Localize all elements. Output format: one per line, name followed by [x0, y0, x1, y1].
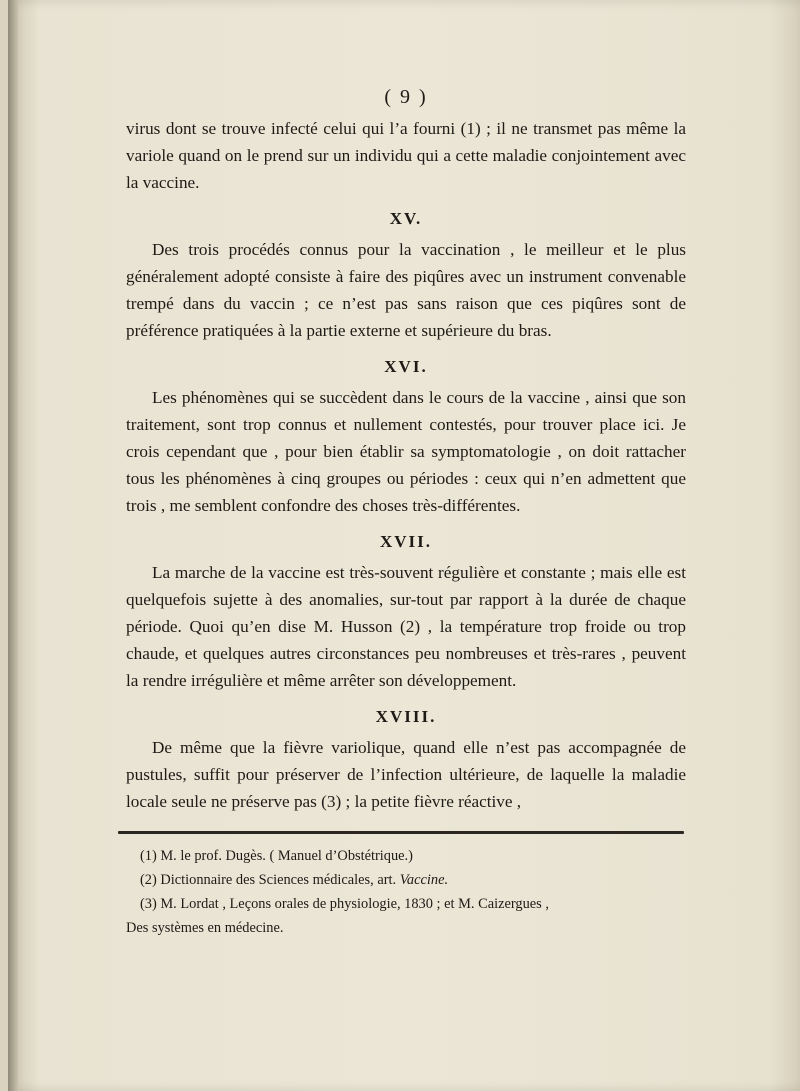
- footnotes: [126, 844, 686, 940]
- page-binding-edge: [8, 0, 18, 1091]
- paragraph-xv: Des trois procédés connus pour la vaccination , le meilleur et le plus généralement adopté consiste à faire des piqûres avec un instrument convenable trempé dans du vaccin ; ce n’est pas sans raison que ces piqûres sont de préférence pratiquées à la partie externe et supérieure du bras.: [126, 240, 686, 340]
- paragraph-xvii: La marche de la vaccine est très-souvent régulière et constante ; mais elle est quelquefois sujette à des anomalies, sur-tout par rapport à la durée de chaque période. Quoi qu’en dise M. Husson (2) , la température trop froide ou trop chaude, et quelques autres circonstances peu nombreuses et très-rares , peuvent la rendre irrégulière et même arrêter son développement.: [126, 563, 686, 690]
- section-heading-xvi: XVI.: [384, 357, 428, 376]
- section-heading-xviii: XVIII.: [375, 707, 437, 726]
- book-page: [8, 0, 800, 1091]
- footnote-1: (1) M. le prof. Dugès. ( Manuel d’Obstétrique.): [140, 848, 413, 864]
- paragraph-xviii: De même que la fièvre variolique, quand elle n’est pas accompagnée de pustules, suffit pour préserver de l’infection ultérieure, de laquelle la maladie locale seule ne préserve pas (3) ; la petite fièvre réactive ,: [126, 738, 686, 811]
- footnote-2: [140, 868, 686, 892]
- footnote-rule: [118, 831, 684, 834]
- paragraph-continuation: virus dont se trouve infecté celui qui l’a fourni (1) ; il ne transmet pas même la variole quand on le prend sur un individu qui a cette maladie conjointement avec la vaccine.: [126, 119, 686, 192]
- footnote-3-line2: Des systèmes en médecine.: [126, 920, 284, 936]
- page-number: ( 9 ): [384, 86, 428, 108]
- section-heading-xvii: XVII.: [379, 532, 433, 551]
- footnote-2-italic: Vaccine.: [399, 872, 449, 888]
- page-content: [126, 86, 686, 940]
- paragraph-xvi: Les phénomènes qui se succèdent dans le cours de la vaccine , ainsi que son traitement, sont trop connus et nullement contestés, pour trouver place ici. Je crois cependant que , pour bien établir sa symptomatologie , on doit rattacher tous les phénomènes à cinq groupes ou périodes : ceux qui n’en admettent que trois , me semblent confondre des choses très-différentes.: [126, 388, 686, 515]
- section-heading-xv: XV.: [389, 209, 423, 228]
- footnote-2-text: (2) Dictionnaire des Sciences médicales, art.: [140, 872, 400, 888]
- footnote-3: [126, 892, 686, 940]
- footnote-3-line1: (3) M. Lordat , Leçons orales de physiologie, 1830 ; et M. Caizergues ,: [140, 896, 549, 912]
